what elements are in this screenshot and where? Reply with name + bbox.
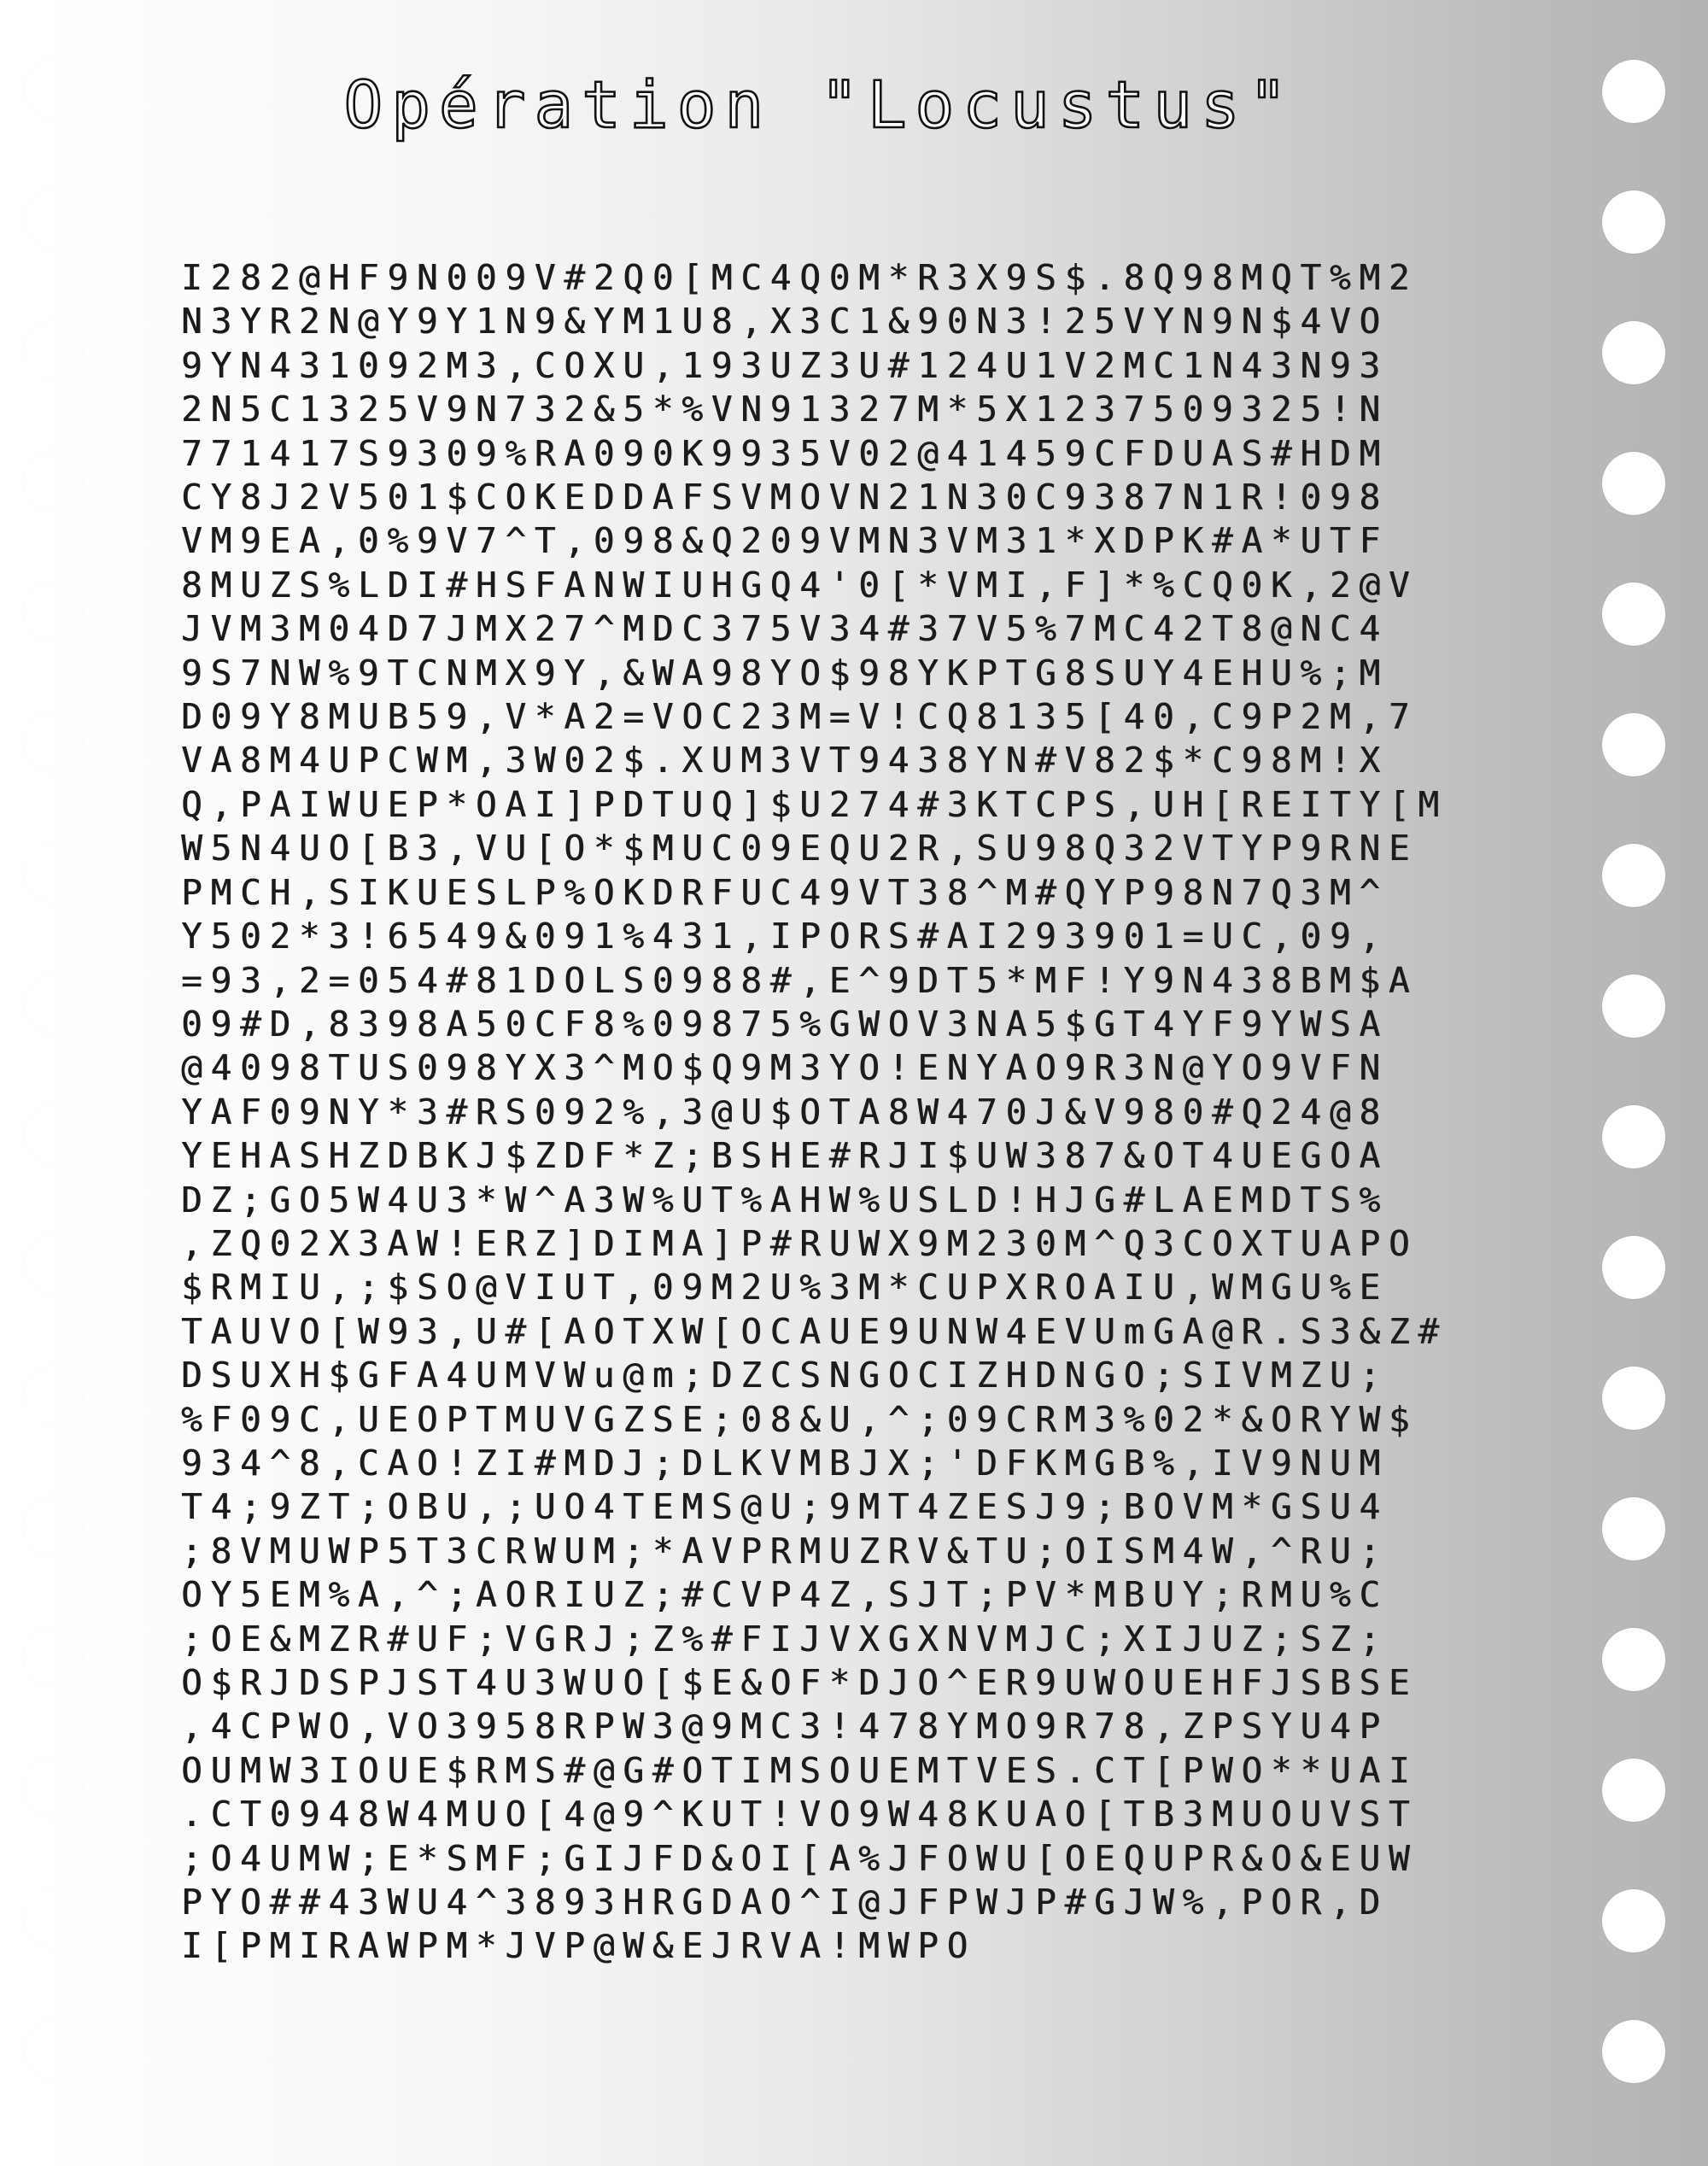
faint-hole [24, 1367, 82, 1425]
cipher-line: I282@HF9N009V#2Q0[MC4Q0M*R3X9S$.8Q98MQT%M2 [181, 257, 1418, 298]
faint-hole [24, 1889, 82, 1947]
cipher-line: 9YN431092M3,COXU,193UZ3U#124U1V2MC1N43N93 [181, 344, 1389, 386]
binder-hole [1602, 844, 1665, 907]
binder-hole [1602, 452, 1665, 515]
binder-hole [1602, 2020, 1665, 2083]
cipher-line: VA8M4UPCWM,3W02$.XUM3VT9438YN#V82$*C98M!X [181, 740, 1389, 782]
faint-hole [24, 1236, 82, 1294]
cipher-line: 2N5C1325V9N732&5*%VN91327M*5X1237509325!N [181, 389, 1389, 430]
binder-hole [1602, 1236, 1665, 1299]
binder-hole [1602, 1497, 1665, 1560]
cipher-text-block [181, 256, 1582, 1969]
cipher-line: YEHASHZDBKJ$ZDF*Z;BSHE#RJI$UW387&OT4UEGOA [181, 1135, 1389, 1177]
cipher-line: Q,PAIWUEP*OAI]PDTUQ]$U274#3KTCPS,UH[REITY[M [181, 783, 1448, 825]
cipher-line: TAUVO[W93,U#[AOTXW[OCAUE9UNW4EVUmGA@R.S3&Z# [181, 1310, 1448, 1352]
cipher-line: T4;9ZT;OBU,;UO4TEMS@U;9MT4ZESJ9;BOVM*GSU4 [181, 1486, 1389, 1528]
binder-hole [1602, 1367, 1665, 1430]
cipher-line: .CT0948W4MUO[4@9^KUT!VO9W48KUAO[TB3MUOUVST [181, 1794, 1418, 1835]
faint-hole [24, 2020, 82, 2078]
cipher-line: ,4CPWO,VO3958RPW3@9MC3!478YMO9R78,ZPSYU4P [181, 1706, 1389, 1747]
binder-hole [1602, 1759, 1665, 1822]
binder-hole [1602, 713, 1665, 776]
cipher-line: D09Y8MUB59,V*A2=VOC23M=V!CQ8135[40,C9P2M,7 [181, 696, 1418, 738]
binder-hole [1602, 1105, 1665, 1168]
cipher-line: OUMW3IOUE$RMS#@G#OTIMSOUEMTVES.CT[PWO**UAI [181, 1749, 1418, 1791]
binder-hole [1602, 190, 1665, 254]
faint-hole [24, 1628, 82, 1686]
cipher-line: $RMIU,;$SO@VIUT,09M2U%3M*CUPXROAIU,WMGU%E [181, 1267, 1389, 1308]
faint-hole [24, 321, 82, 379]
cipher-line: 771417S9309%RA090K9935V02@41459CFDUAS#HDM [181, 432, 1389, 474]
faint-hole [24, 1759, 82, 1817]
cipher-line: ;OE&MZR#UF;VGRJ;Z%#FIJVXGXNVMJC;XIJUZ;SZ; [181, 1618, 1389, 1660]
page-title: Opération "Locustus" [343, 67, 1296, 143]
cipher-line: ;8VMUWP5T3CRWUM;*AVPRMUZRV&TU;OISM4W,^RU; [181, 1530, 1389, 1572]
cipher-line: O$RJDSPJST4U3WUO[$E&OF*DJO^ER9UWOUEHFJSBSE [181, 1662, 1418, 1703]
cipher-line: JVM3M04D7JMX27^MDC375V34#37V5%7MC42T8@NC4 [181, 608, 1389, 650]
faint-hole [24, 582, 82, 641]
binder-hole [1602, 321, 1665, 384]
cipher-line: =93,2=054#81DOLS0988#,E^9DT5*MF!Y9N438BM$A [181, 959, 1418, 1001]
faint-hole [24, 1497, 82, 1555]
cipher-line: OY5EM%A,^;AORIUZ;#CVP4Z,SJT;PV*MBUY;RMU%C [181, 1574, 1389, 1616]
cipher-line: PMCH,SIKUESLP%OKDRFUC49VT38^M#QYP98N7Q3M^ [181, 871, 1389, 913]
faint-hole [24, 60, 82, 118]
cipher-line: W5N4UO[B3,VU[O*$MUC09EQU2R,SU98Q32VTYP9RNE [181, 828, 1418, 869]
cipher-line: 09#D,8398A50CF8%09875%GWOV3NA5$GT4YF9YWSA [181, 1003, 1389, 1045]
cipher-line: PYO##43WU4^3893HRGDAO^I@JFPWJP#GJW%,POR,D [181, 1882, 1389, 1923]
cipher-line: @4098TUS098YX3^MO$Q9M3YO!ENYAO9R3N@YO9VFN [181, 1047, 1389, 1089]
cipher-line: N3YR2N@Y9Y1N9&YM1U8,X3C1&90N3!25VYN9N$4VO [181, 301, 1389, 342]
cipher-line: ,ZQ02X3AW!ERZ]DIMA]P#RUWX9M230M^Q3COXTUAPO [181, 1222, 1418, 1264]
cipher-line: 8MUZS%LDI#HSFANWIUHGQ4'0[*VMI,F]*%CQ0K,2@V [181, 564, 1418, 606]
cipher-line: DZ;GO5W4U3*W^A3W%UT%AHW%USLD!HJG#LAEMDTS% [181, 1179, 1389, 1221]
cipher-line: Y502*3!6549&091%431,IPORS#AI293901=UC,09, [181, 916, 1389, 957]
cipher-line: I[PMIRAWPM*JVP@W&EJRVA!MWPO [181, 1925, 977, 1967]
binder-hole [1602, 1889, 1665, 1952]
cipher-line: DSUXH$GFA4UMVWu@m;DZCSNGOCIZHDNGO;SIVMZU; [181, 1355, 1389, 1396]
faint-hole [24, 452, 82, 510]
faint-hole [24, 975, 82, 1033]
cipher-line: 934^8,CAO!ZI#MDJ;DLKVMBJX;'DFKMGB%,IV9NUM [181, 1442, 1389, 1484]
cipher-line: VM9EA,0%9V7^T,098&Q209VMN3VM31*XDPK#A*UTF [181, 520, 1389, 562]
cipher-line: ;O4UMW;E*SMF;GIJFD&OI[A%JFOWU[OEQUPR&O&EUW [181, 1837, 1418, 1879]
binder-hole [1602, 1628, 1665, 1691]
faint-hole [24, 713, 82, 771]
cipher-line: YAF09NY*3#RS092%,3@U$OTA8W470J&V980#Q24@8 [181, 1091, 1389, 1133]
cipher-line: 9S7NW%9TCNMX9Y,&WA98YO$98YKPTG8SUY4EHU%;M [181, 652, 1389, 694]
faint-hole [24, 844, 82, 902]
cipher-line: %F09C,UEOPTMUVGZSE;08&U,^;09CRM3%02*&ORYW$ [181, 1398, 1418, 1440]
binder-hole [1602, 975, 1665, 1038]
cipher-line: CY8J2V501$COKEDDAFSVMOVN21N30C9387N1R!098 [181, 477, 1389, 518]
binder-hole [1602, 582, 1665, 646]
faint-hole [24, 1105, 82, 1163]
binder-hole [1602, 60, 1665, 123]
faint-hole [24, 190, 82, 249]
